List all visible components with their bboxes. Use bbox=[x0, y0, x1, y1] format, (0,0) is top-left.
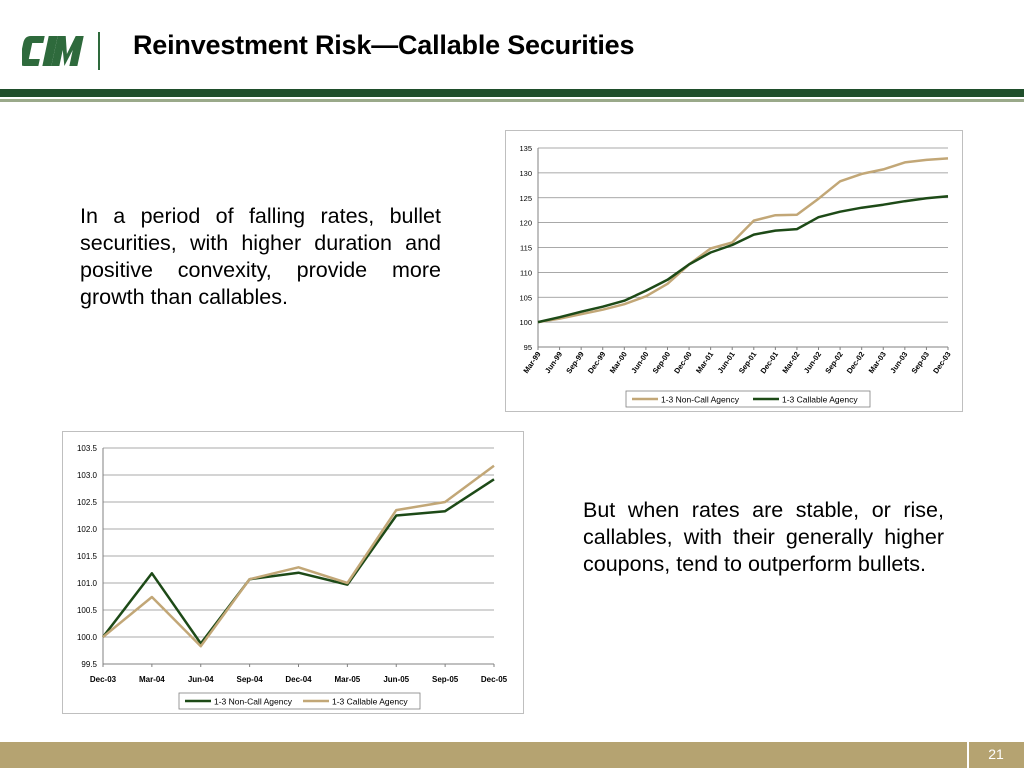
x-tick-label: Dec-00 bbox=[672, 349, 694, 376]
falling-rates-paragraph: In a period of falling rates, bullet securities, with higher duration and positive convexity, provide more growth than callables. bbox=[80, 204, 441, 309]
legend-label-0: 1-3 Non-Call Agency bbox=[214, 696, 292, 707]
y-tick-label: 101.5 bbox=[76, 552, 97, 561]
y-tick-label: 100.0 bbox=[76, 633, 97, 642]
x-tick-label: Jun-99 bbox=[542, 349, 565, 375]
rising-rates-paragraph: But when rates are stable, or rise, callables, with their generally higher coupons, tend to outperform bullets. bbox=[583, 498, 944, 576]
x-tick-label: Sep-99 bbox=[564, 349, 586, 376]
chart-1999-2003 bbox=[505, 130, 963, 412]
x-tick-label: Jun-03 bbox=[888, 349, 910, 375]
x-tick-label: Sep-00 bbox=[650, 349, 673, 376]
x-tick-label: Mar-03 bbox=[866, 349, 888, 375]
y-tick-label: 99.5 bbox=[81, 660, 97, 669]
y-tick-label: 95 bbox=[523, 343, 532, 352]
y-tick-label: 102.0 bbox=[76, 525, 97, 534]
x-tick-label: Mar-02 bbox=[780, 349, 802, 375]
x-tick-label: Dec-02 bbox=[844, 349, 867, 376]
y-tick-label: 110 bbox=[520, 268, 532, 278]
legend-label-1: 1-3 Callable Agency bbox=[332, 696, 408, 707]
x-tick-label: Jun-04 bbox=[187, 675, 214, 684]
y-tick-label: 100 bbox=[519, 318, 532, 328]
x-tick-label: Mar-01 bbox=[694, 349, 716, 375]
x-tick-label: Jun-00 bbox=[629, 349, 651, 375]
y-tick-label: 125 bbox=[519, 193, 532, 203]
x-tick-label: Dec-03 bbox=[931, 349, 953, 376]
footer-separator bbox=[967, 742, 969, 768]
x-tick-label: Dec-01 bbox=[758, 349, 781, 376]
y-tick-label: 115 bbox=[520, 243, 532, 253]
footer-bar bbox=[0, 742, 1024, 768]
x-tick-label: Dec-05 bbox=[480, 675, 508, 684]
y-tick-label: 135 bbox=[519, 144, 532, 153]
x-tick-label: Jun-02 bbox=[801, 349, 824, 375]
y-tick-label: 102.5 bbox=[76, 498, 97, 507]
y-tick-label: 100.5 bbox=[76, 606, 97, 615]
x-tick-label: Dec-99 bbox=[585, 349, 608, 376]
x-tick-label: Mar-00 bbox=[607, 349, 629, 375]
legend-label-0: 1-3 Non-Call Agency bbox=[661, 394, 739, 405]
y-tick-label: 105 bbox=[519, 293, 532, 303]
header-rule-light bbox=[0, 99, 1024, 102]
header-rule-dark bbox=[0, 89, 1024, 97]
x-tick-label: Jun-01 bbox=[715, 349, 737, 375]
x-tick-label: Sep-01 bbox=[736, 349, 759, 376]
y-tick-label: 103.0 bbox=[76, 471, 97, 480]
page-title: Reinvestment Risk—Callable Securities bbox=[133, 30, 635, 60]
x-tick-label: Mar-99 bbox=[521, 349, 543, 375]
x-tick-label: Sep-03 bbox=[909, 349, 932, 376]
x-tick-label: Sep-05 bbox=[432, 675, 459, 684]
y-tick-label: 130 bbox=[519, 168, 532, 178]
company-logo bbox=[22, 30, 104, 72]
x-tick-label: Mar-05 bbox=[334, 675, 361, 684]
y-tick-label: 101.0 bbox=[76, 579, 97, 588]
x-tick-label: Sep-04 bbox=[236, 675, 263, 684]
y-tick-label: 120 bbox=[519, 218, 532, 228]
x-tick-label: Sep-02 bbox=[823, 349, 845, 376]
page-number: 21 bbox=[988, 746, 1004, 762]
x-tick-label: Mar-04 bbox=[138, 675, 165, 684]
x-tick-label: Dec-03 bbox=[89, 675, 117, 684]
x-tick-label: Jun-05 bbox=[383, 675, 410, 684]
chart-2003-2005 bbox=[62, 431, 524, 714]
legend-label-1: 1-3 Callable Agency bbox=[782, 394, 858, 405]
x-tick-label: Dec-04 bbox=[285, 675, 312, 684]
y-tick-label: 103.5 bbox=[76, 444, 97, 453]
